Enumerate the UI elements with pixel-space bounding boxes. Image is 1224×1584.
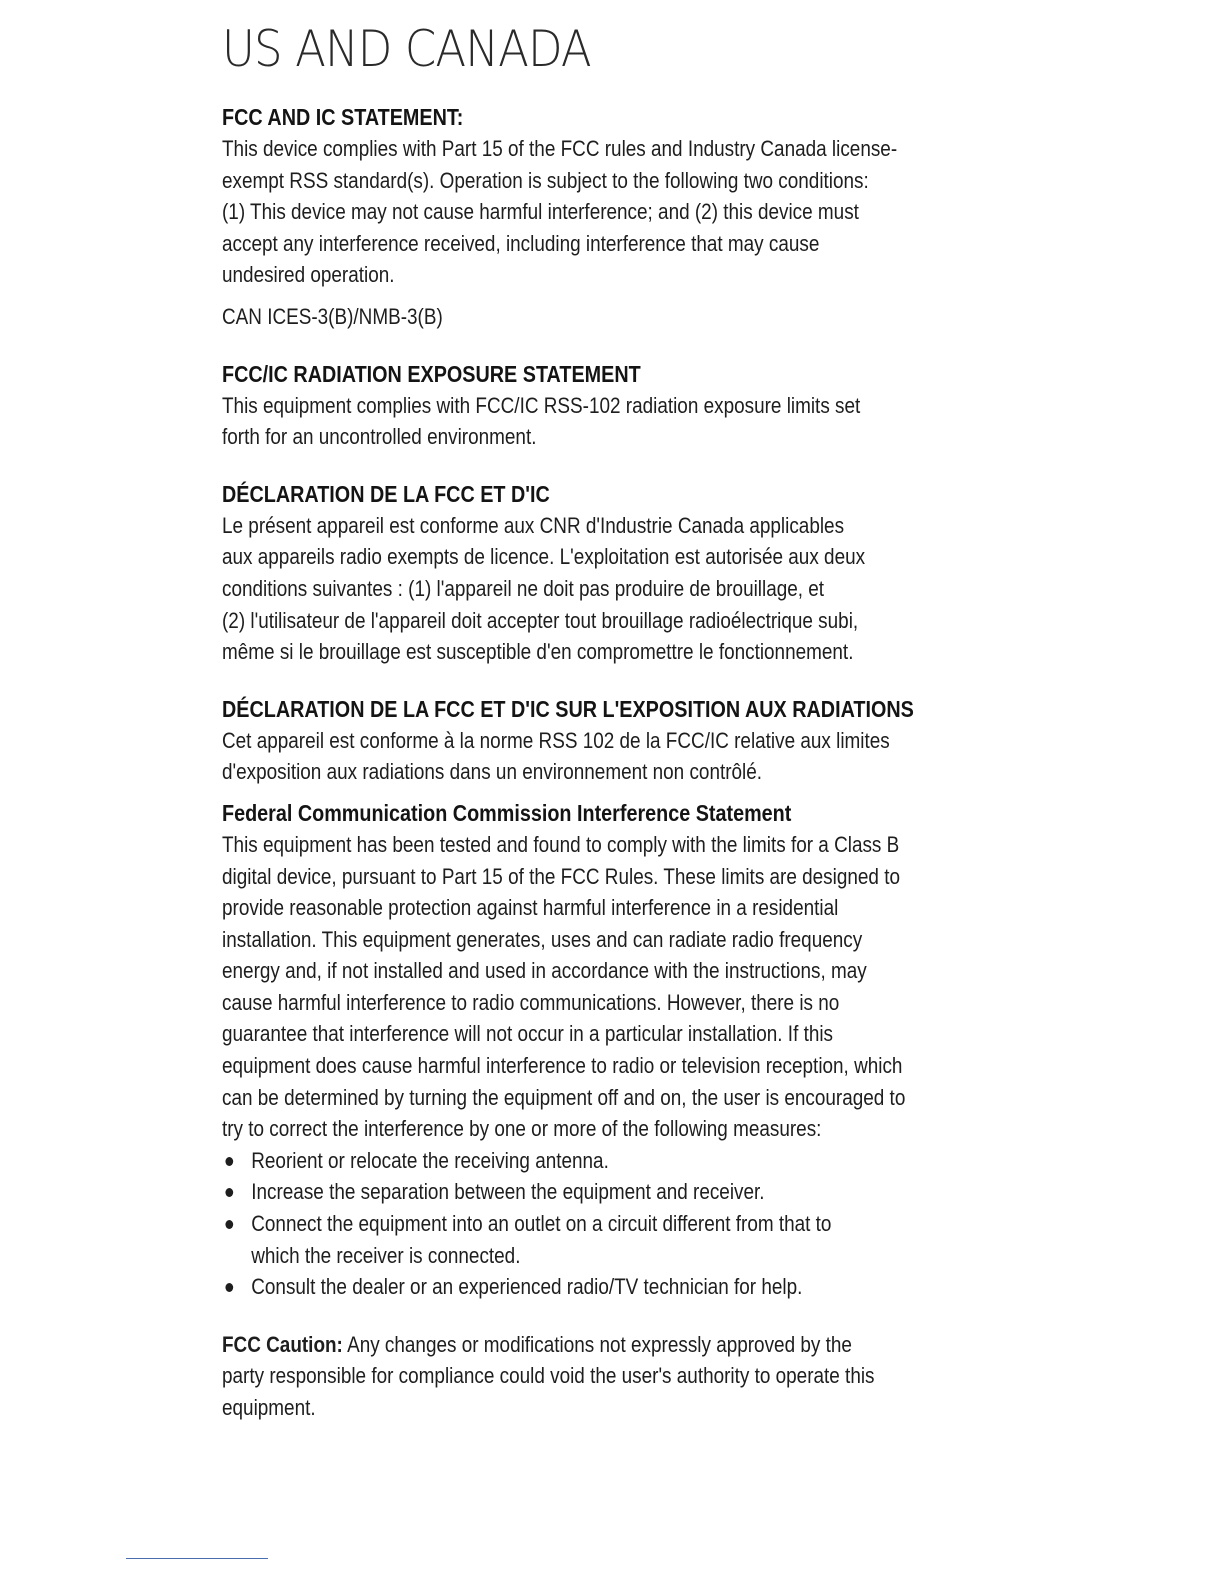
bullet-icon [225,1220,233,1229]
body-line: Cet appareil est conforme à la norme RSS 102 de la FCC/IC relative aux limites [222,727,890,753]
bullet-text: which the receiver is connected. [251,1242,521,1268]
section-fcc-interference [222,798,992,1303]
body-line: (1) This device may not cause harmful interference; and (2) this device must [222,199,859,225]
ices-line: CAN ICES-3(B)/NMB-3(B) [222,303,443,329]
bullet-icon [225,1188,233,1197]
body-line: try to correct the interference by one or more of the following measures: [222,1116,822,1142]
bullet-text: Connect the equipment into an outlet on a circuit different from that to [251,1211,832,1237]
list-item [222,1176,884,1208]
section-heading: FCC AND IC STATEMENT: [222,104,464,130]
section-body [222,829,906,1145]
section-body [222,390,884,453]
body-line: même si le brouillage est susceptible d'en compromettre le fonctionnement. [222,639,854,665]
body-line: can be determined by turning the equipment off and on, the user is encouraged to [222,1084,906,1110]
bullet-text: Reorient or relocate the receiving antenna. [251,1147,609,1173]
body-line: guarantee that interference will not occur in a particular installation. If this [222,1021,834,1047]
measures-list [222,1145,884,1303]
body-line: digital device, pursuant to Part 15 of the FCC Rules. These limits are designed to [222,863,900,889]
body-line: d'exposition aux radiations dans un environnement non contrôlé. [222,759,763,785]
section-heading: DÉCLARATION DE LA FCC ET D'IC [222,480,550,507]
section-fcc-ic-statement [222,102,992,333]
section-heading: Federal Communication Commission Interference Statement [222,799,792,826]
list-item [222,1271,884,1303]
body-line: Le présent appareil est conforme aux CNR d'Industrie Canada applicables [222,512,845,538]
body-line: forth for an uncontrolled environment. [222,424,537,450]
section-fcc-caution [222,1329,992,1424]
body-line: equipment. [222,1395,316,1420]
body-line: This equipment has been tested and found to comply with the limits for a Class B [222,831,900,857]
bullet-icon [225,1157,233,1166]
body-line: (2) l'utilisateur de l'appareil doit accepter tout brouillage radioélectrique subi, [222,607,859,633]
body-line: installation. This equipment generates, uses and can radiate radio frequency [222,926,863,952]
list-item [222,1145,884,1177]
list-item [222,1208,884,1271]
body-line: accept any interference received, including interference that may cause [222,230,820,256]
body-line: cause harmful interference to radio communications. However, there is no [222,989,840,1015]
section-body [222,133,898,291]
body-line: Any changes or modifications not expressly approved by the [342,1331,852,1357]
body-line: provide reasonable protection against harmful interference in a residential [222,895,839,921]
ices-label [222,301,884,333]
page-title: US AND CANADA [222,20,591,78]
bullet-icon [225,1283,233,1292]
bullet-text: Consult the dealer or an experienced radio/TV technician for help. [251,1274,803,1300]
section-body [222,725,890,788]
body-line: undesired operation. [222,262,395,288]
body-line: equipment does cause harmful interference to radio or television reception, which [222,1053,903,1079]
body-line: This equipment complies with FCC/IC RSS-102 radiation exposure limits set [222,392,861,418]
section-declaration-radiation-fr [222,694,992,788]
section-declaration-fr [222,479,992,668]
footer-divider [126,1558,268,1559]
bullet-text: Increase the separation between the equipment and receiver. [251,1179,765,1205]
body-line: aux appareils radio exempts de licence. L'exploitation est autorisée aux deux [222,544,866,570]
section-body [222,1329,884,1424]
caution-first-line [222,1329,884,1361]
body-line: energy and, if not installed and used in accordance with the instructions, may [222,958,867,984]
body-line: exempt RSS standard(s). Operation is subject to the following two conditions: [222,167,869,193]
section-radiation-exposure [222,359,992,453]
body-line: party responsible for compliance could void the user's authority to operate this [222,1363,875,1389]
section-heading: FCC/IC RADIATION EXPOSURE STATEMENT [222,360,641,387]
document-page [222,18,992,1424]
body-line: conditions suivantes : (1) l'appareil ne doit pas produire de brouillage, et [222,575,825,601]
caution-label: FCC Caution: [222,1331,343,1357]
section-body [222,510,884,668]
body-line: This device complies with Part 15 of the FCC rules and Industry Canada license- [222,136,898,161]
section-heading: DÉCLARATION DE LA FCC ET D'IC SUR L'EXPOSITION AUX RADIATIONS [222,695,914,722]
